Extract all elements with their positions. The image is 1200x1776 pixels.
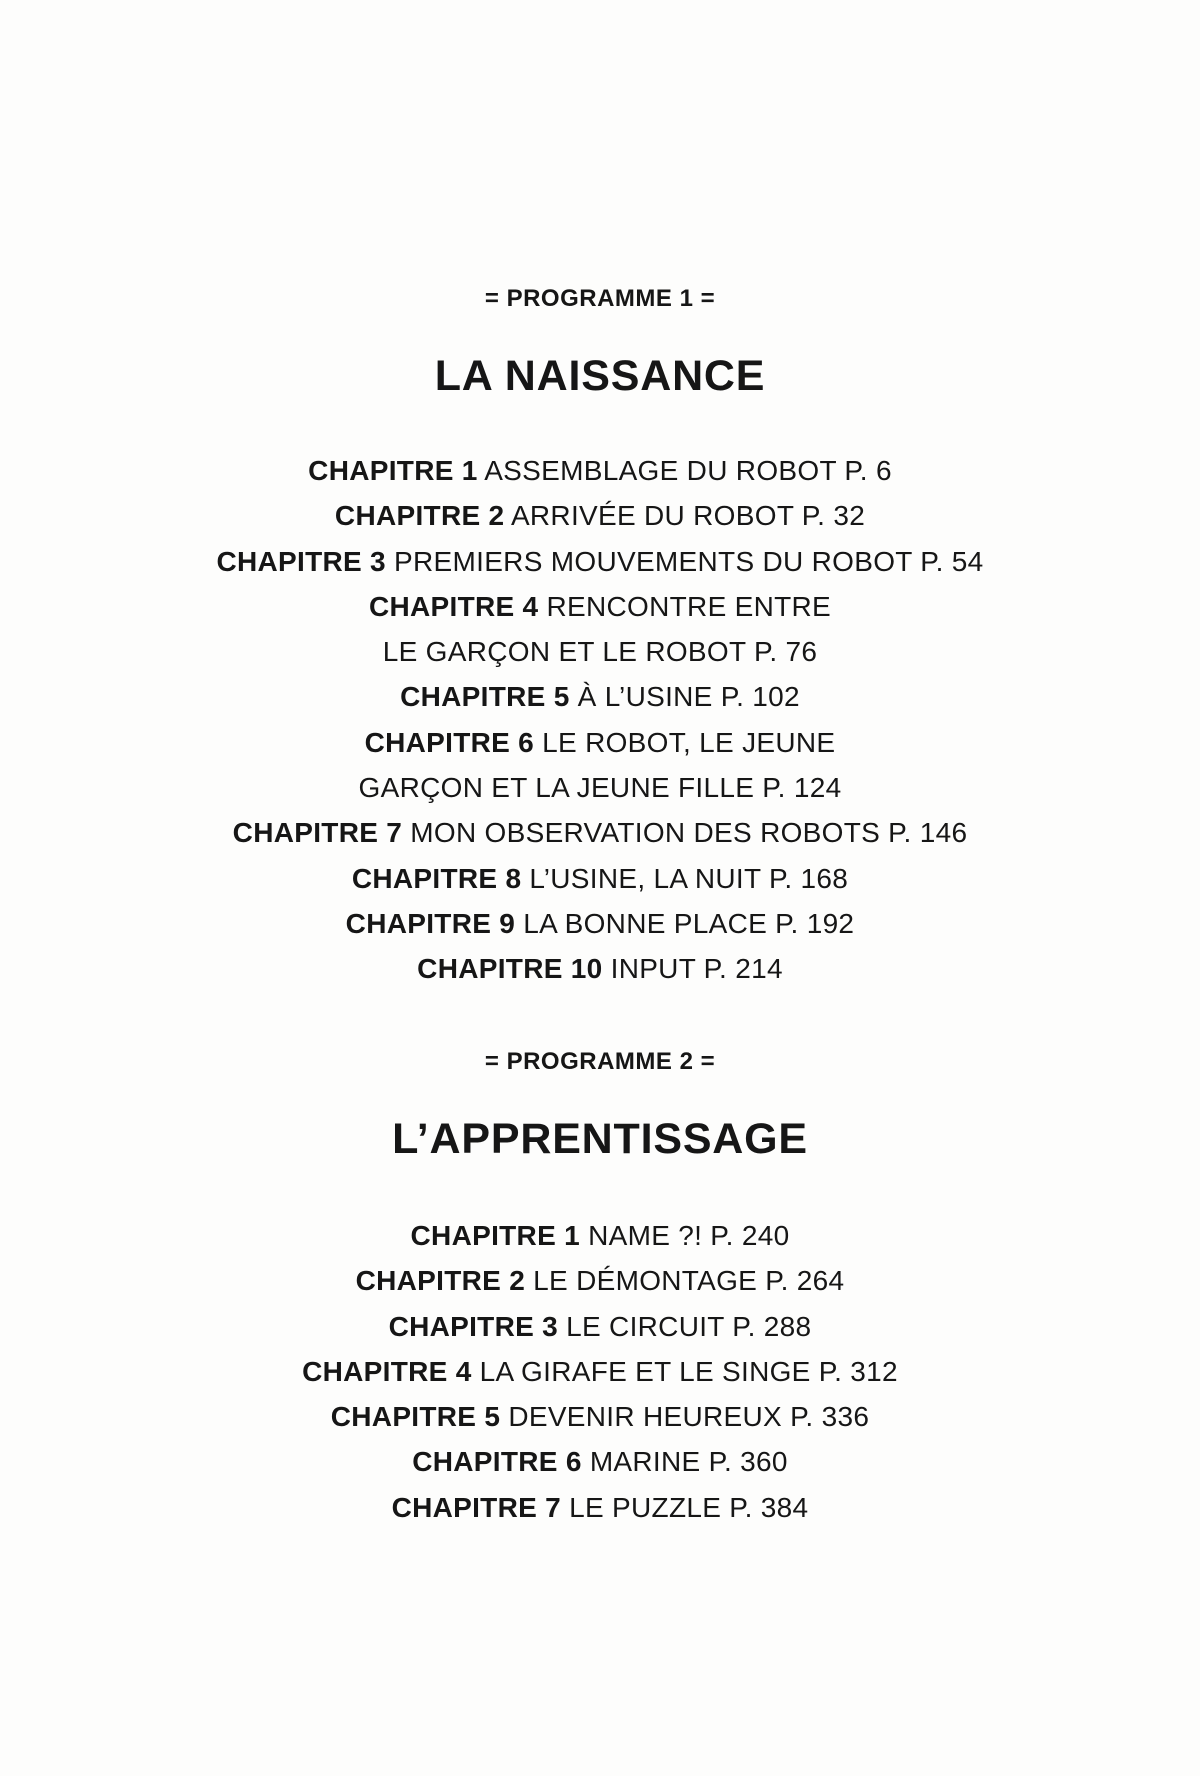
chapter-line xyxy=(0,674,1200,719)
chapter-number: CHAPITRE 5 xyxy=(400,681,570,713)
chapter-list xyxy=(0,448,1200,992)
chapter-line xyxy=(0,448,1200,493)
chapter-number: CHAPITRE 10 xyxy=(417,953,603,985)
chapter-line xyxy=(0,1213,1200,1258)
chapter-number: CHAPITRE 1 xyxy=(410,1220,580,1251)
chapter-title: INPUT P. 214 xyxy=(610,953,783,985)
chapter-number: CHAPITRE 3 xyxy=(216,545,386,577)
chapter-title: LE DÉMONTAGE P. 264 xyxy=(533,1265,845,1297)
chapter-number: CHAPITRE 2 xyxy=(355,1265,526,1297)
chapter-line xyxy=(0,539,1200,584)
chapter-number: CHAPITRE 1 xyxy=(308,455,478,486)
chapter-title: LE CIRCUIT P. 288 xyxy=(566,1310,812,1342)
chapter-number: CHAPITRE 5 xyxy=(330,1401,501,1433)
chapter-title: ARRIVÉE DU ROBOT P. 32 xyxy=(510,500,866,532)
chapter-number: CHAPITRE 8 xyxy=(351,862,522,894)
chapter-entry xyxy=(0,1394,1200,1439)
programme-1-section xyxy=(0,284,1200,992)
chapter-title-continued: GARÇON ET LA JEUNE FILLE P. 124 xyxy=(358,772,842,804)
part-title: L’APPRENTISSAGE xyxy=(392,1115,808,1163)
programme-label: = PROGRAMME 1 = xyxy=(484,285,716,312)
chapter-entry xyxy=(0,448,1200,493)
chapter-entry xyxy=(0,901,1200,946)
chapter-entry xyxy=(0,1439,1200,1484)
chapter-list xyxy=(0,1213,1200,1530)
part-title: LA NAISSANCE xyxy=(434,352,766,400)
chapter-title: LA BONNE PLACE P. 192 xyxy=(523,907,855,939)
chapter-entry xyxy=(0,584,1200,675)
chapter-line xyxy=(0,856,1200,901)
chapter-line xyxy=(0,1258,1200,1303)
chapter-title: LA GIRAFE ET LE SINGE P. 312 xyxy=(479,1355,898,1387)
programme-label: = PROGRAMME 2 = xyxy=(484,1048,716,1075)
chapter-entry xyxy=(0,1304,1200,1349)
chapter-number: CHAPITRE 7 xyxy=(232,817,403,849)
chapter-number: CHAPITRE 9 xyxy=(345,907,516,939)
chapter-title: DEVENIR HEUREUX P. 336 xyxy=(508,1401,870,1433)
programme-2-section xyxy=(0,1047,1200,1530)
chapter-number: CHAPITRE 2 xyxy=(334,500,505,532)
chapter-entry xyxy=(0,946,1200,991)
chapter-number: CHAPITRE 6 xyxy=(412,1446,582,1478)
chapter-entry xyxy=(0,720,1200,811)
chapter-line xyxy=(0,901,1200,946)
chapter-title: À L’USINE P. 102 xyxy=(577,681,800,713)
chapter-line xyxy=(0,1349,1200,1394)
chapter-entry xyxy=(0,1258,1200,1303)
chapter-line xyxy=(0,1439,1200,1484)
chapter-title: ASSEMBLAGE DU ROBOT P. 6 xyxy=(484,455,892,486)
chapter-title: MARINE P. 360 xyxy=(589,1446,788,1478)
chapter-number: CHAPITRE 4 xyxy=(368,590,539,622)
chapter-title: LE PUZZLE P. 384 xyxy=(569,1491,809,1523)
chapter-title: RENCONTRE ENTRE xyxy=(546,590,832,622)
chapter-line xyxy=(0,1394,1200,1439)
chapter-line xyxy=(0,720,1200,765)
chapter-entry xyxy=(0,1213,1200,1258)
chapter-entry xyxy=(0,493,1200,538)
chapter-entry xyxy=(0,810,1200,855)
chapter-title: NAME ?! P. 240 xyxy=(588,1220,790,1251)
chapter-entry xyxy=(0,674,1200,719)
chapter-number: CHAPITRE 6 xyxy=(364,726,535,758)
chapter-title-continued: LE GARÇON ET LE ROBOT P. 76 xyxy=(382,636,818,668)
chapter-line xyxy=(0,493,1200,538)
chapter-number: CHAPITRE 7 xyxy=(391,1491,562,1523)
chapter-title: PREMIERS MOUVEMENTS DU ROBOT P. 54 xyxy=(394,545,984,577)
chapter-entry xyxy=(0,539,1200,584)
chapter-number: CHAPITRE 4 xyxy=(302,1355,472,1387)
chapter-line xyxy=(0,1485,1200,1530)
chapter-title: LE ROBOT, LE JEUNE xyxy=(542,726,836,758)
chapter-line xyxy=(0,946,1200,991)
chapter-entry xyxy=(0,1485,1200,1530)
chapter-title: MON OBSERVATION DES ROBOTS P. 146 xyxy=(410,817,968,849)
chapter-line xyxy=(0,584,1200,629)
chapter-number: CHAPITRE 3 xyxy=(388,1310,559,1342)
chapter-entry xyxy=(0,856,1200,901)
chapter-line xyxy=(0,810,1200,855)
chapter-title: L’USINE, LA NUIT P. 168 xyxy=(529,862,849,894)
chapter-entry xyxy=(0,1349,1200,1394)
chapter-line xyxy=(0,1304,1200,1349)
